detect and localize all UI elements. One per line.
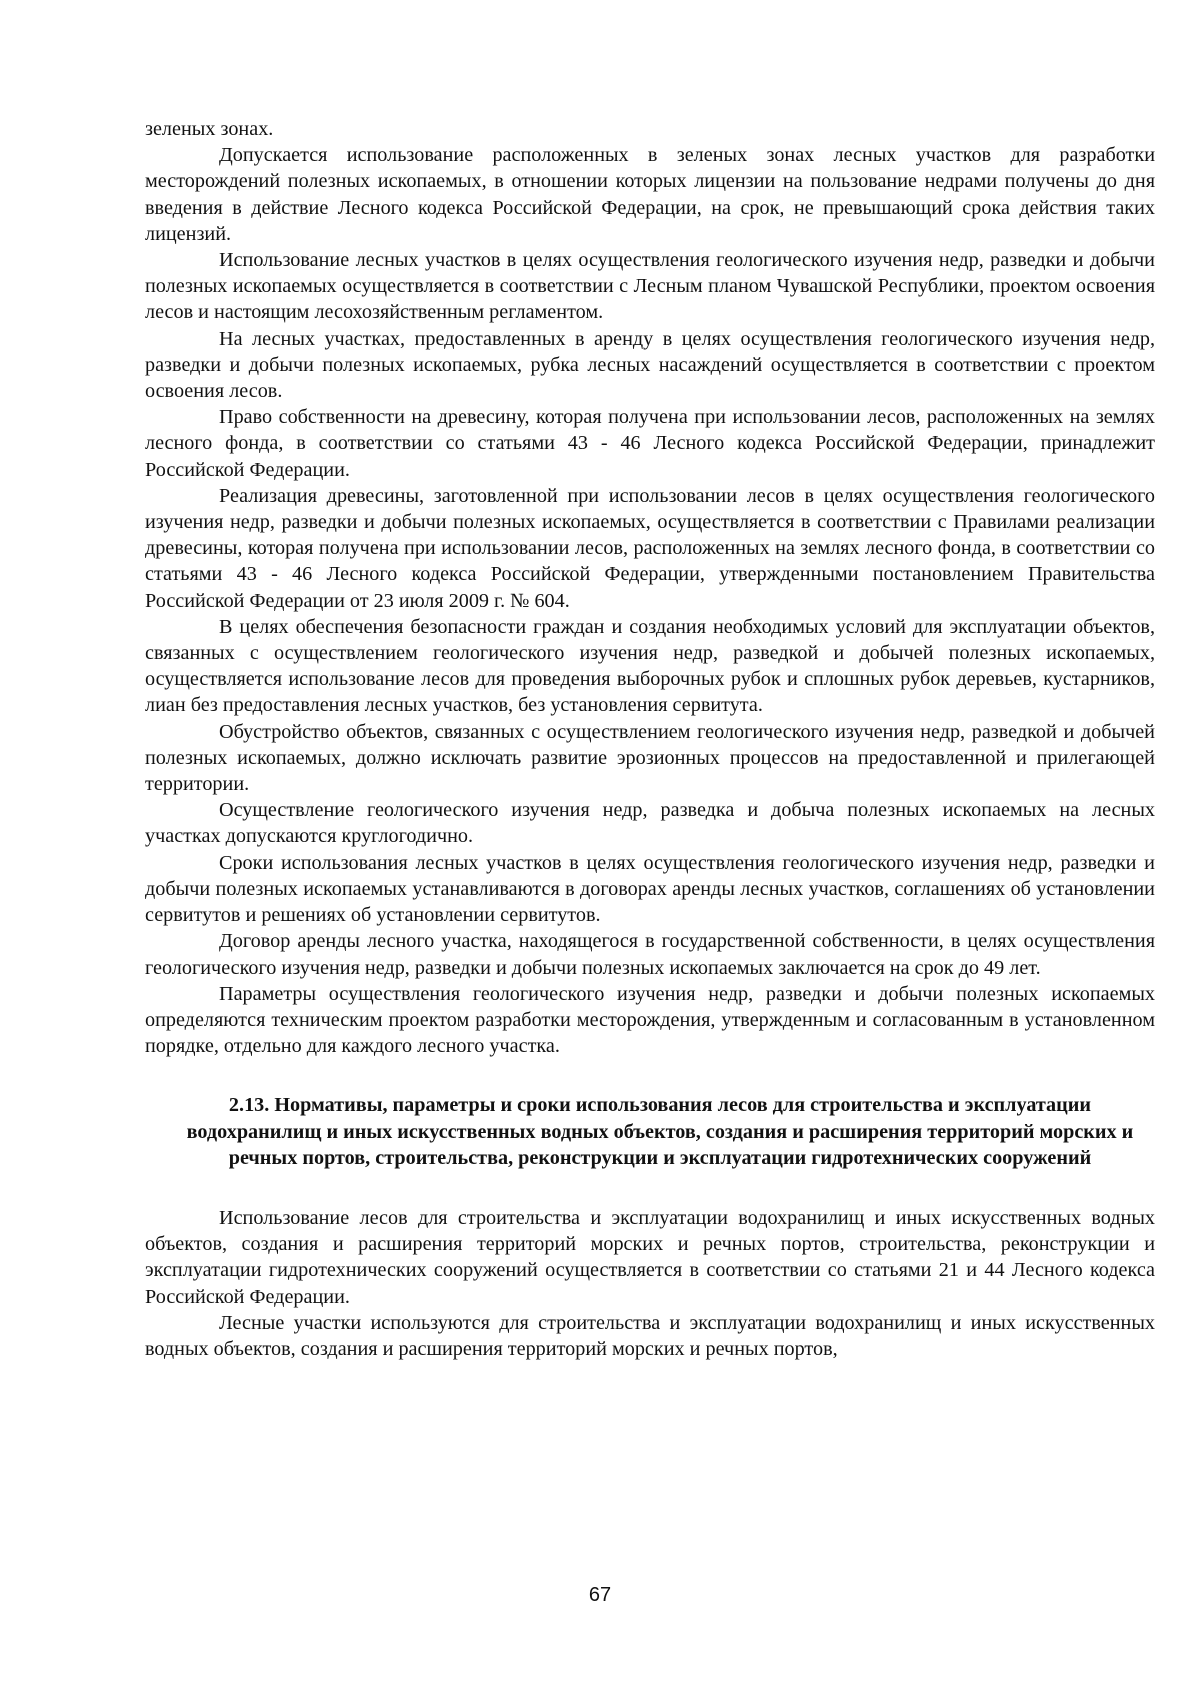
- paragraph-geological-use: Использование лесных участков в целях осуществления геологического изучения недр, разведки и добычи полезных ископаемых осуществляется в соответствии с Лесным планом Чувашской Республики, проектом освоения лесов и настоящим лесохозяйственным регламентом.: [145, 249, 1155, 324]
- paragraph-year-round: Осуществление геологического изучения недр, разведка и добыча полезных ископаемых на лесных участках допускаются круглогодично.: [145, 799, 1155, 848]
- paragraph-mineral-deposits: Допускается использование расположенных в зеленых зонах лесных участков для разработки месторождений полезных ископаемых, в отношении которых лицензии на пользование недрами получены до дня введения в действие Лесного кодекса Российской Федерации, на срок, не превышающий срока действия таких лицензий.: [145, 144, 1155, 245]
- paragraph-erosion: Обустройство объектов, связанных с осуществлением геологического изучения недр, разведкой и добычей полезных ископаемых, должно исключать развитие эрозионных процессов на предоставленной и прилегающей территории.: [145, 720, 1155, 796]
- page-number: 67: [588, 1584, 612, 1606]
- paragraph-timber-sale: Реализация древесины, заготовленной при использовании лесов в целях осуществления геологического изучения недр, разведки и добычи полезных ископаемых, осуществляется в соответствии с Правилами реализации древесины, которая получена при использовании лесов, расположенных на землях лесного фонда, в соответствии со статьями 43 - 46 Лесного кодекса Российской Федерации, утвержденными постановлением Правительства Российской Федерации от 23 июля 2009 г. № 604.: [145, 484, 1155, 612]
- paragraph-timber-ownership: Право собственности на древесину, которая получена при использовании лесов, расположенных на землях лесного фонда, в соответствии со статьями 43 - 46 Лесного кодекса Российской Федерации, принадлежит Российской Федерации.: [145, 406, 1155, 481]
- paragraph-safety: В целях обеспечения безопасности граждан и создания необходимых условий для эксплуатации объектов, связанных с осуществлением геологического изучения недр, разведкой и добычей полезных ископаемых, осуществляется использование лесов для проведения выборочных рубок и сплошных рубок деревьев, кустарников, лиан без предоставления лесных участков, без установления сервитута.: [145, 615, 1155, 717]
- paragraph-reservoir-use: Использование лесов для строительства и эксплуатации водохранилищ и иных искусственных водных объектов, создания и расширения территорий морских и речных портов, строительства, реконструкции и эксплуатации гидротехнических сооружений осуществляется в соответствии со статьями 21 и 44 Лесного кодекса Российской Федерации.: [145, 1206, 1155, 1308]
- paragraph-leased-plots: На лесных участках, предоставленных в аренду в целях осуществления геологического изучения недр, разведки и добычи полезных ископаемых, рубка лесных насаждений осуществляется в соответствии с проектом освоения лесов.: [145, 327, 1155, 403]
- paragraph-continuation: зеленых зонах.: [145, 118, 274, 140]
- paragraph-parameters: Параметры осуществления геологического изучения недр, разведки и добычи полезных ископаемых определяются техническим проектом разработки месторождения, утвержденным и согласованным в установленном порядке, отдельно для каждого лесного участка.: [145, 982, 1155, 1058]
- document-page: [145, 116, 1155, 1362]
- paragraph-reservoir-plots: Лесные участки используются для строительства и эксплуатации водохранилищ и иных искусственных водных объектов, создания и расширения территорий морских и речных портов,: [145, 1311, 1155, 1360]
- section-heading: 2.13. Нормативы, параметры и сроки использования лесов для строительства и эксплуатации водохранилищ и иных искусственных водных объектов, создания и расширения территорий морских и речных портов, строительства, реконструкции и эксплуатации гидротехнических сооружений: [186, 1094, 1134, 1169]
- paragraph-terms: Сроки использования лесных участков в целях осуществления геологического изучения недр, разведки и добычи полезных ископаемых устанавливаются в договорах аренды лесных участков, соглашениях об установлении сервитутов и решениях об установлении сервитутов.: [145, 851, 1155, 927]
- paragraph-lease-contract: Договор аренды лесного участка, находящегося в государственной собственности, в целях осуществления геологического изучения недр, разведки и добычи полезных ископаемых заключается на срок до 49 лет.: [145, 930, 1155, 979]
